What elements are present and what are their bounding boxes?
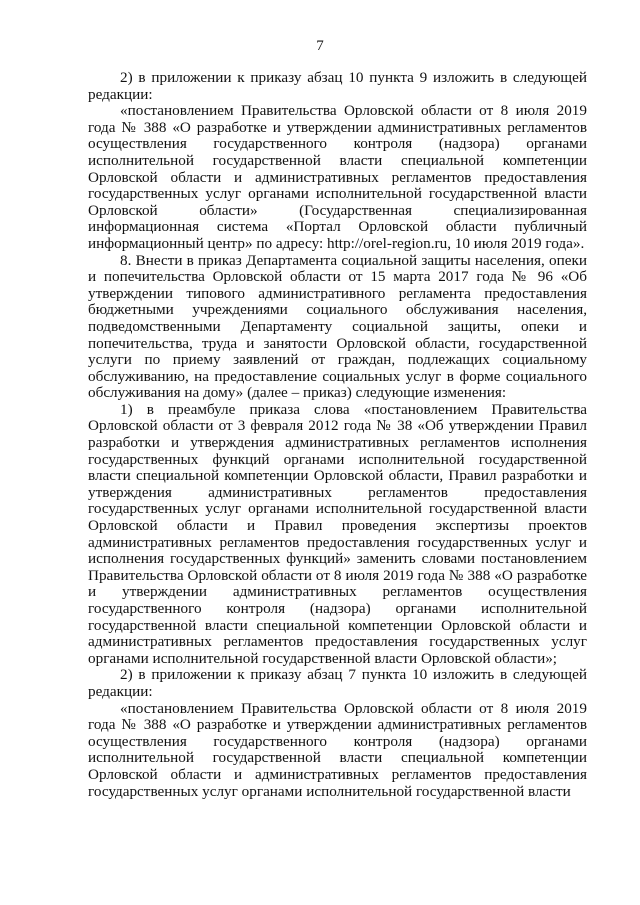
paragraph: 1) в преамбуле приказа слова «постановлением Правительства Орловской области от 3 февраля 2012 года № 38 «Об утверждении Правил разработки и утверждения административных регламентов исполнения государственных функций органами исполнительной государственной власти специальной компетенции Орловской области, Правил разработки и утверждения административных регламентов предоставления государственных услуг органами исполнительной государственной власти Орловской области и Правил проведения экспертизы проектов административных регламентов предоставления государственных услуг и исполнения государственных функций» заменить словами постановлением Правительства Орловской области от 8 июля 2019 года № 388 «О разработке и утверждении административных регламентов осуществления государственного контроля (надзора) органами исполнительной государственной власти специальной компетенции Орловской области и административных регламентов предоставления государственных услуг органами исполнительной государственной власти Орловской области»; xyxy=(88,400,587,667)
paragraph: 2) в приложении к приказу абзац 7 пункта 10 изложить в следующей редакции: xyxy=(88,666,587,700)
document-body xyxy=(88,70,587,800)
paragraph: 2) в приложении к приказу абзац 10 пункта 9 изложить в следующей редакции: xyxy=(88,69,587,103)
paragraph: «постановлением Правительства Орловской области от 8 июля 2019 года № 388 «О разработке и утверждении административных регламентов осуществления государственного контроля (надзора) органами исполнительной государственной власти специальной компетенции Орловской области и административных регламентов предоставления государственных услуг органами исполнительной государственной власти xyxy=(88,699,587,800)
paragraph: 8. Внести в приказ Департамента социальной защиты населения, опеки и попечительства Орловской области от 15 марта 2017 года № 96 «Об утверждении типового административного регламента предоставления бюджетными учреждениями социального обслуживания населения, подведомственными Департаменту социальной защиты, опеки и попечительства, труда и занятости Орловской области, государственной услуги по приему заявлений от граждан, подлежащих социальному обслуживанию, на предоставление социальных услуг в форме социального обслуживания на дому» (далее – приказ) следующие изменения: xyxy=(88,251,587,402)
paragraph: «постановлением Правительства Орловской области от 8 июля 2019 года № 388 «О разработке и утверждении административных регламентов осуществления государственного контроля (надзора) органами исполнительной государственной власти специальной компетенции Орловской области и административных регламентов предоставления государственных услуг органами исполнительной государственной власти Орловской области» (Государственная специализированная информационная система «Портал Орловской области публичный информационный центр» по адресу: http://orel-region.ru, 10 июля 2019 года». xyxy=(88,102,587,252)
page-number: 7 xyxy=(316,38,324,54)
